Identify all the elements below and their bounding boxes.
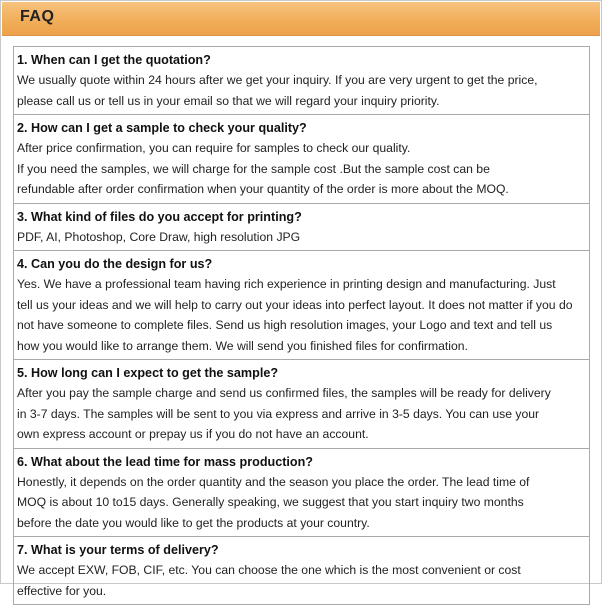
faq-header (2, 2, 600, 36)
faq-row (14, 448, 590, 537)
faq-question: 5. How long can I expect to get the sample? (17, 366, 279, 380)
faq-question: 2. How can I get a sample to check your quality? (17, 121, 307, 135)
faq-answer-line: After you pay the sample charge and send us confirmed files, the samples will be ready for delivery (17, 386, 551, 400)
faq-row (14, 47, 590, 115)
faq-cell (14, 360, 590, 449)
faq-table (13, 46, 590, 605)
faq-question: 3. What kind of files do you accept for printing? (17, 209, 302, 224)
faq-answer-line: in 3-7 days. The samples will be sent to you via express and arrive in 3-5 days. You can use your (17, 406, 540, 421)
faq-answer-line: effective for you. (17, 583, 107, 598)
faq-row (14, 537, 590, 605)
faq-answer-line: PDF, AI, Photoshop, Core Draw, high resolution JPG (17, 229, 301, 244)
faq-row (14, 251, 590, 360)
faq-answer-line: We usually quote within 24 hours after we get your inquiry. If you are very urgent to get the price, (17, 73, 538, 87)
faq-title: FAQ (20, 8, 55, 25)
faq-question: 1. When can I get the quotation? (17, 53, 211, 67)
faq-cell (14, 203, 590, 251)
faq-answer-line: refundable after order confirmation when your quantity of the order is more about the MOQ. (17, 182, 509, 196)
faq-answer-line: Yes. We have a professional team having rich experience in printing design and manufacturing. Just (17, 277, 556, 291)
faq-answer-line: We accept EXW, FOB, CIF, etc. You can choose the one which is the most convenient or cost (17, 563, 521, 577)
faq-answer-line: please call us or tell us in your email so that we will regard your inquiry priority. (17, 93, 440, 108)
faq-answer-line: how you would like to arrange them. We will send you finished files for confirmation. (17, 338, 468, 353)
faq-answer-line: After price confirmation, you can require for samples to check our quality. (17, 141, 411, 155)
faq-cell (14, 47, 590, 115)
faq-cell (14, 537, 590, 605)
faq-question: 4. Can you do the design for us? (17, 257, 213, 271)
faq-answer-line: own express account or prepay us if you do not have an account. (17, 427, 369, 441)
faq-question: 6. What about the lead time for mass production? (17, 454, 313, 469)
faq-row (14, 203, 590, 251)
faq-answer-line: not have someone to complete files. Send us high resolution images, your Logo and text and tell us (17, 318, 553, 332)
faq-row (14, 115, 590, 204)
faq-answer-line: before the date you would like to get the products at your country. (17, 515, 370, 530)
faq-answer-line: MOQ is about 10 to15 days. Generally speaking, we suggest that you start inquiry two months (17, 495, 524, 509)
faq-answer-line: tell us your ideas and we will help to carry out your ideas into perfect layout. It does not matter if you do (17, 297, 573, 312)
faq-answer-line: Honestly, it depends on the order quantity and the season you place the order. The lead time of (17, 474, 530, 489)
faq-cell (14, 251, 590, 360)
faq-cell (14, 115, 590, 204)
faq-cell (14, 448, 590, 537)
faq-row (14, 360, 590, 449)
faq-answer-line: If you need the samples, we will charge for the sample cost .But the sample cost can be (17, 161, 490, 176)
faq-question: 7. What is your terms of delivery? (17, 543, 219, 557)
